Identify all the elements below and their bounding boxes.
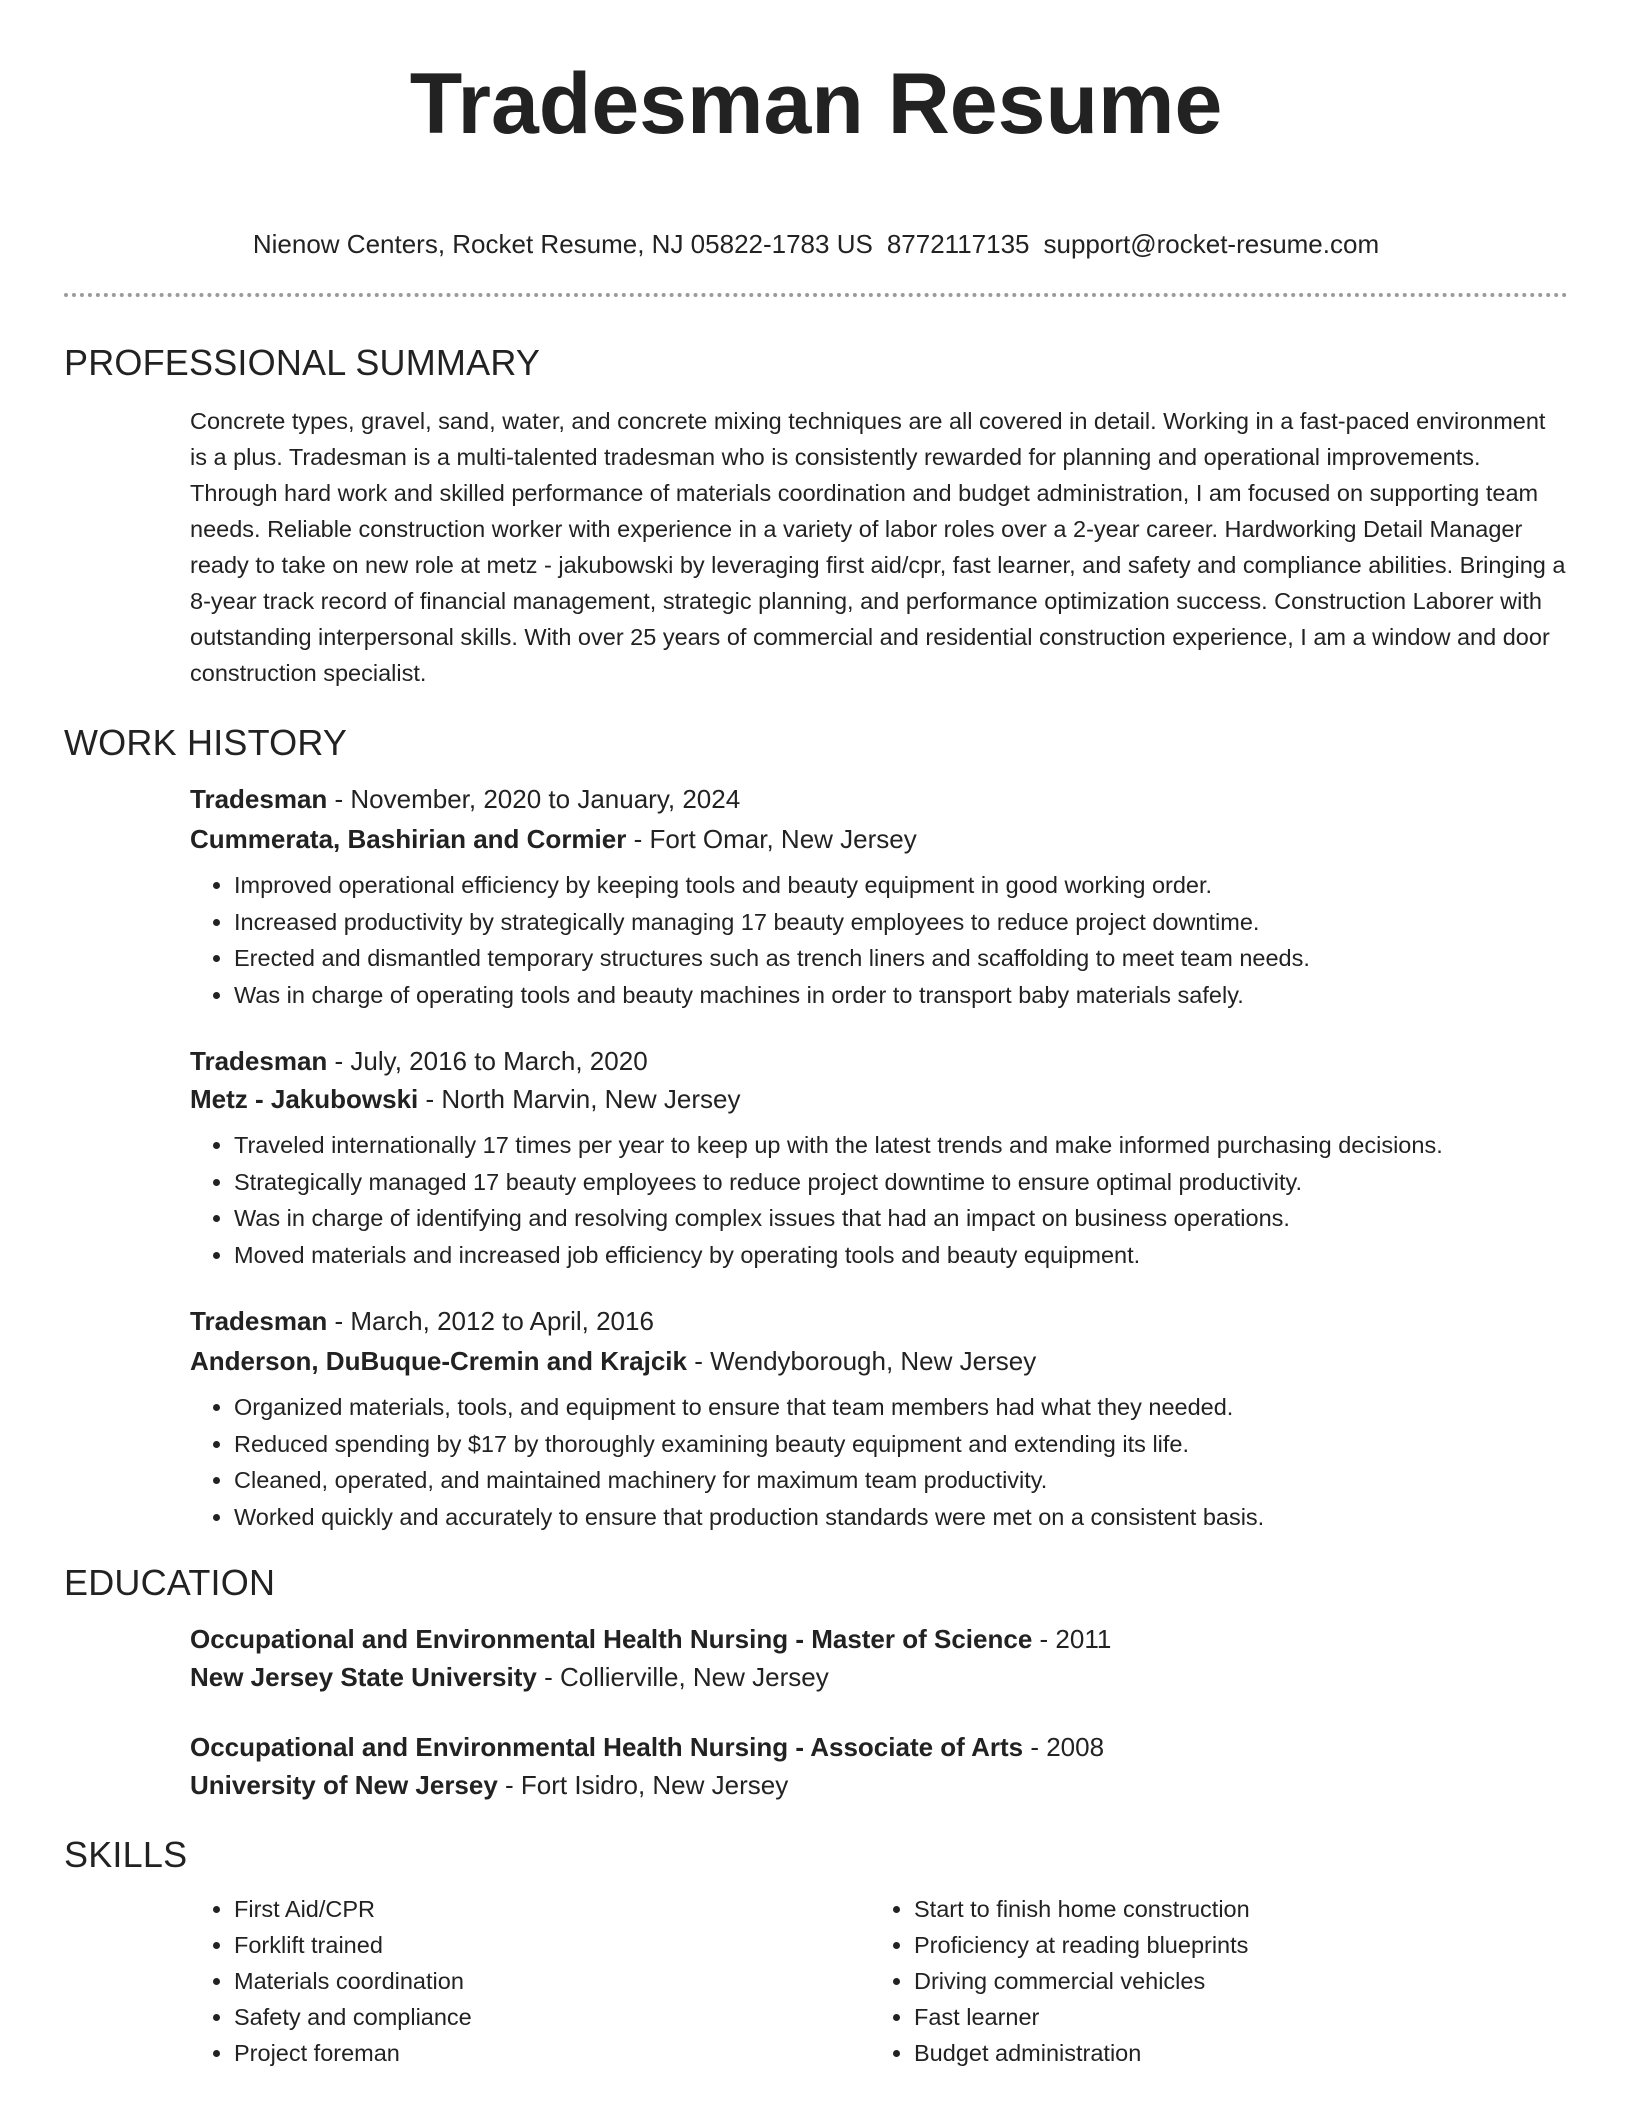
job-dates: - March, 2012 to April, 2016 (327, 1306, 654, 1336)
summary-text: Concrete types, gravel, sand, water, and concrete mixing techniques are all covered in detail. Working in a fast-paced environment is a plus. Tradesman is a multi-talented tradesman who is consistently rewarded for planning and operational improvements. Through hard work and skilled performance of materials coordination and budget administration, I am focused on supporting team needs. Reliable construction worker with experience in a variety of labor roles over a 2-year career. Hardworking Detail Manager ready to take on new role at metz - jakubowski by leveraging first aid/cpr, fast learner, and safety and compliance abilities. Bringing a 8-year track record of financial management, strategic planning, and performance optimization success. Construction Laborer with outstanding interpersonal skills. With over 25 years of commercial and residential construction experience, I am a window and door construction specialist. (190, 408, 1566, 686)
school-name: University of New Jersey (190, 1770, 498, 1800)
list-item: • Increased productivity by strategically managing 17 beauty employees to reduce project downtime. (234, 904, 1568, 941)
degree-year: - 2011 (1032, 1624, 1112, 1654)
degree-line (190, 1729, 1568, 1765)
contact-address: Nienow Centers, Rocket Resume, NJ 05822-1783 US (252, 229, 873, 259)
job-position: Tradesman (190, 1306, 328, 1336)
school-line (190, 1659, 1568, 1695)
job-company: Anderson, DuBuque-Cremin and Krajcik (190, 1346, 687, 1376)
skill-item: • Project foreman (234, 2035, 870, 2071)
education-entry (190, 1621, 1568, 1695)
contact-phone: 8772117135 (886, 229, 1030, 259)
job-company: Metz - Jakubowski (190, 1084, 419, 1114)
list-item: • Cleaned, operated, and maintained machinery for maximum team productivity. (234, 1462, 1568, 1499)
job-company-line (190, 1343, 1568, 1379)
summary-body (190, 403, 1568, 691)
summary-heading: PROFESSIONAL SUMMARY (64, 342, 541, 383)
job-title-line (190, 1043, 1568, 1079)
list-item: • Was in charge of identifying and resolving complex issues that had an impact on business operations. (234, 1200, 1568, 1237)
list-item: • Reduced spending by $17 by thoroughly examining beauty equipment and extending its life. (234, 1426, 1568, 1463)
job-bullets (190, 1127, 1568, 1273)
skill-item: • Safety and compliance (234, 1999, 870, 2035)
skill-item: • Budget administration (914, 2035, 1550, 2071)
degree-year: - 2008 (1023, 1732, 1105, 1762)
job-company-line (190, 821, 1568, 857)
degree-name: Occupational and Environmental Health Nursing - Associate of Arts (190, 1732, 1024, 1762)
skill-item: • Driving commercial vehicles (914, 1963, 1550, 1999)
work-history-heading: WORK HISTORY (64, 722, 348, 763)
list-item: • Worked quickly and accurately to ensure that production standards were met on a consistent basis. (234, 1499, 1568, 1536)
skills-section (64, 1833, 1568, 2071)
job-location: - North Marvin, New Jersey (418, 1084, 741, 1114)
header-divider (64, 293, 1568, 297)
skill-item: • Start to finish home construction (914, 1891, 1550, 1927)
skill-item: • Proficiency at reading blueprints (914, 1927, 1550, 1963)
skill-item: • Forklift trained (234, 1927, 870, 1963)
resume-title: Tradesman Resume (409, 56, 1223, 152)
skills-column-left (190, 1891, 870, 2071)
job-bullets (190, 1389, 1568, 1535)
job-position: Tradesman (190, 1046, 328, 1076)
summary-section (64, 341, 1568, 691)
skills-heading: SKILLS (64, 1834, 188, 1875)
list-item: • Strategically managed 17 beauty employees to reduce project downtime to ensure optimal productivity. (234, 1164, 1568, 1201)
education-section (64, 1561, 1568, 1803)
education-heading: EDUCATION (64, 1562, 276, 1603)
school-location: - Collierville, New Jersey (536, 1662, 829, 1692)
job-title-line (190, 781, 1568, 817)
education-entry (190, 1729, 1568, 1803)
job-entry (190, 1303, 1568, 1535)
list-item: • Erected and dismantled temporary structures such as trench liners and scaffolding to meet team needs. (234, 940, 1568, 977)
school-location: - Fort Isidro, New Jersey (497, 1770, 789, 1800)
job-title-line (190, 1303, 1568, 1339)
job-company: Cummerata, Bashirian and Cormier (190, 824, 627, 854)
work-history-section (64, 721, 1568, 1535)
skill-item: • Fast learner (914, 1999, 1550, 2035)
skills-grid (190, 1891, 1568, 2071)
skill-item: • Materials coordination (234, 1963, 870, 1999)
job-bullets (190, 867, 1568, 1013)
list-item: • Was in charge of operating tools and beauty machines in order to transport baby materials safely. (234, 977, 1568, 1014)
school-name: New Jersey State University (190, 1662, 537, 1692)
job-position: Tradesman (190, 784, 328, 814)
job-entry (190, 1043, 1568, 1273)
job-location: - Wendyborough, New Jersey (686, 1346, 1037, 1376)
job-dates: - November, 2020 to January, 2024 (327, 784, 741, 814)
list-item: • Traveled internationally 17 times per year to keep up with the latest trends and make informed purchasing decisions. (234, 1127, 1568, 1164)
list-item: • Organized materials, tools, and equipment to ensure that team members had what they needed. (234, 1389, 1568, 1426)
school-line (190, 1767, 1568, 1803)
skills-column-right (870, 1891, 1550, 2071)
job-dates: - July, 2016 to March, 2020 (327, 1046, 648, 1076)
job-company-line (190, 1081, 1568, 1117)
job-entry (190, 781, 1568, 1013)
degree-name: Occupational and Environmental Health Nursing - Master of Science (190, 1624, 1033, 1654)
list-item: • Moved materials and increased job efficiency by operating tools and beauty equipment. (234, 1237, 1568, 1274)
list-item: • Improved operational efficiency by keeping tools and beauty equipment in good working order. (234, 867, 1568, 904)
skill-item: • First Aid/CPR (234, 1891, 870, 1927)
degree-line (190, 1621, 1568, 1657)
job-location: - Fort Omar, New Jersey (626, 824, 917, 854)
contact-email: support@rocket-resume.com (1043, 229, 1380, 259)
contact-line (64, 228, 1568, 260)
